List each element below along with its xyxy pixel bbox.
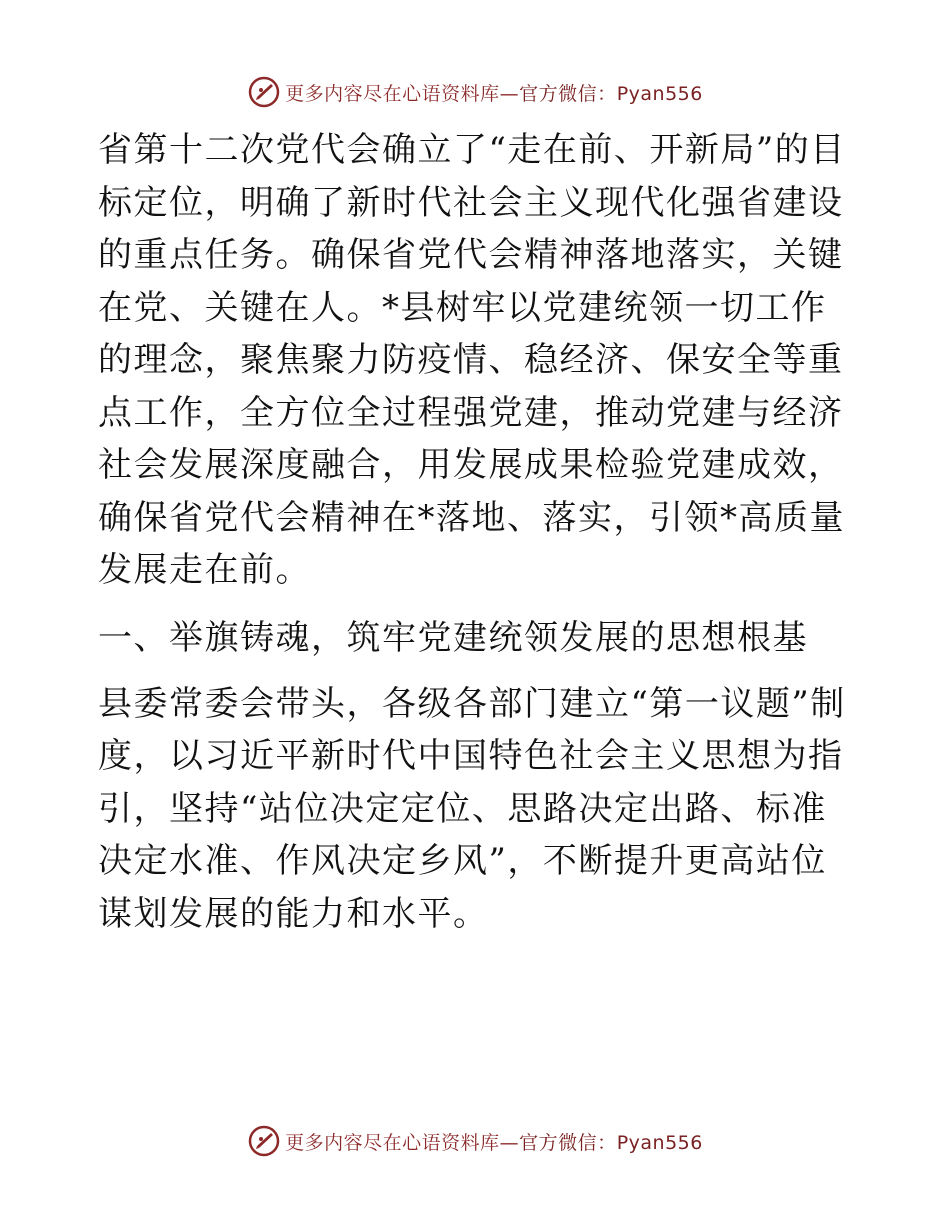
banner-wechat-id: Pyan556: [616, 1131, 703, 1154]
body-paragraph-1: 省第十二次党代会确立了“走在前、开新局”的目标定位，明确了新时代社会主义现代化强省建设的重点任务。确保省党代会精神落地落实，关键在党、关键在人。*县树牢以党建统领一切工作的理念，聚焦聚力防疫情、稳经济、保安全等重点工作，全方位全过程强党建，推动党建与经济社会发展深度融合，用发展成果检验党建成效，确保省党代会精神在*落地、落实，引领*高质量发展走在前。: [98, 130, 846, 590]
banner-wechat-label: 官方微信：: [519, 82, 617, 105]
body-paragraph-2: 县委常委会带头，各级各部门建立“第一议题”制度，以习近平新时代中国特色社会主义思想为指引，坚持“站位决定定位、思路决定出路、标准决定水准、作风决定乡风”，不断提升更高站位谋划发展的能力和水平。: [98, 683, 846, 934]
banner-site-name: 更多内容尽在心语资料库: [285, 1131, 500, 1154]
footer-watermark-banner: [0, 1121, 950, 1161]
banner-dash: —: [499, 82, 520, 105]
banner-text: [285, 1128, 703, 1155]
section-heading-1: 一、举旗铸魂，筑牢党建统领发展的思想根基: [98, 617, 808, 658]
banner-text: [285, 79, 703, 106]
banner-site-name: 更多内容尽在心语资料库: [285, 82, 500, 105]
banner-wechat-label: 官方微信：: [519, 1131, 617, 1154]
banner-wechat-id: Pyan556: [616, 82, 703, 105]
document-body: [98, 124, 858, 940]
brand-logo-icon: [247, 75, 281, 109]
brand-logo-icon: [247, 1124, 281, 1158]
banner-dash: —: [499, 1131, 520, 1154]
header-watermark-banner: [0, 72, 950, 112]
